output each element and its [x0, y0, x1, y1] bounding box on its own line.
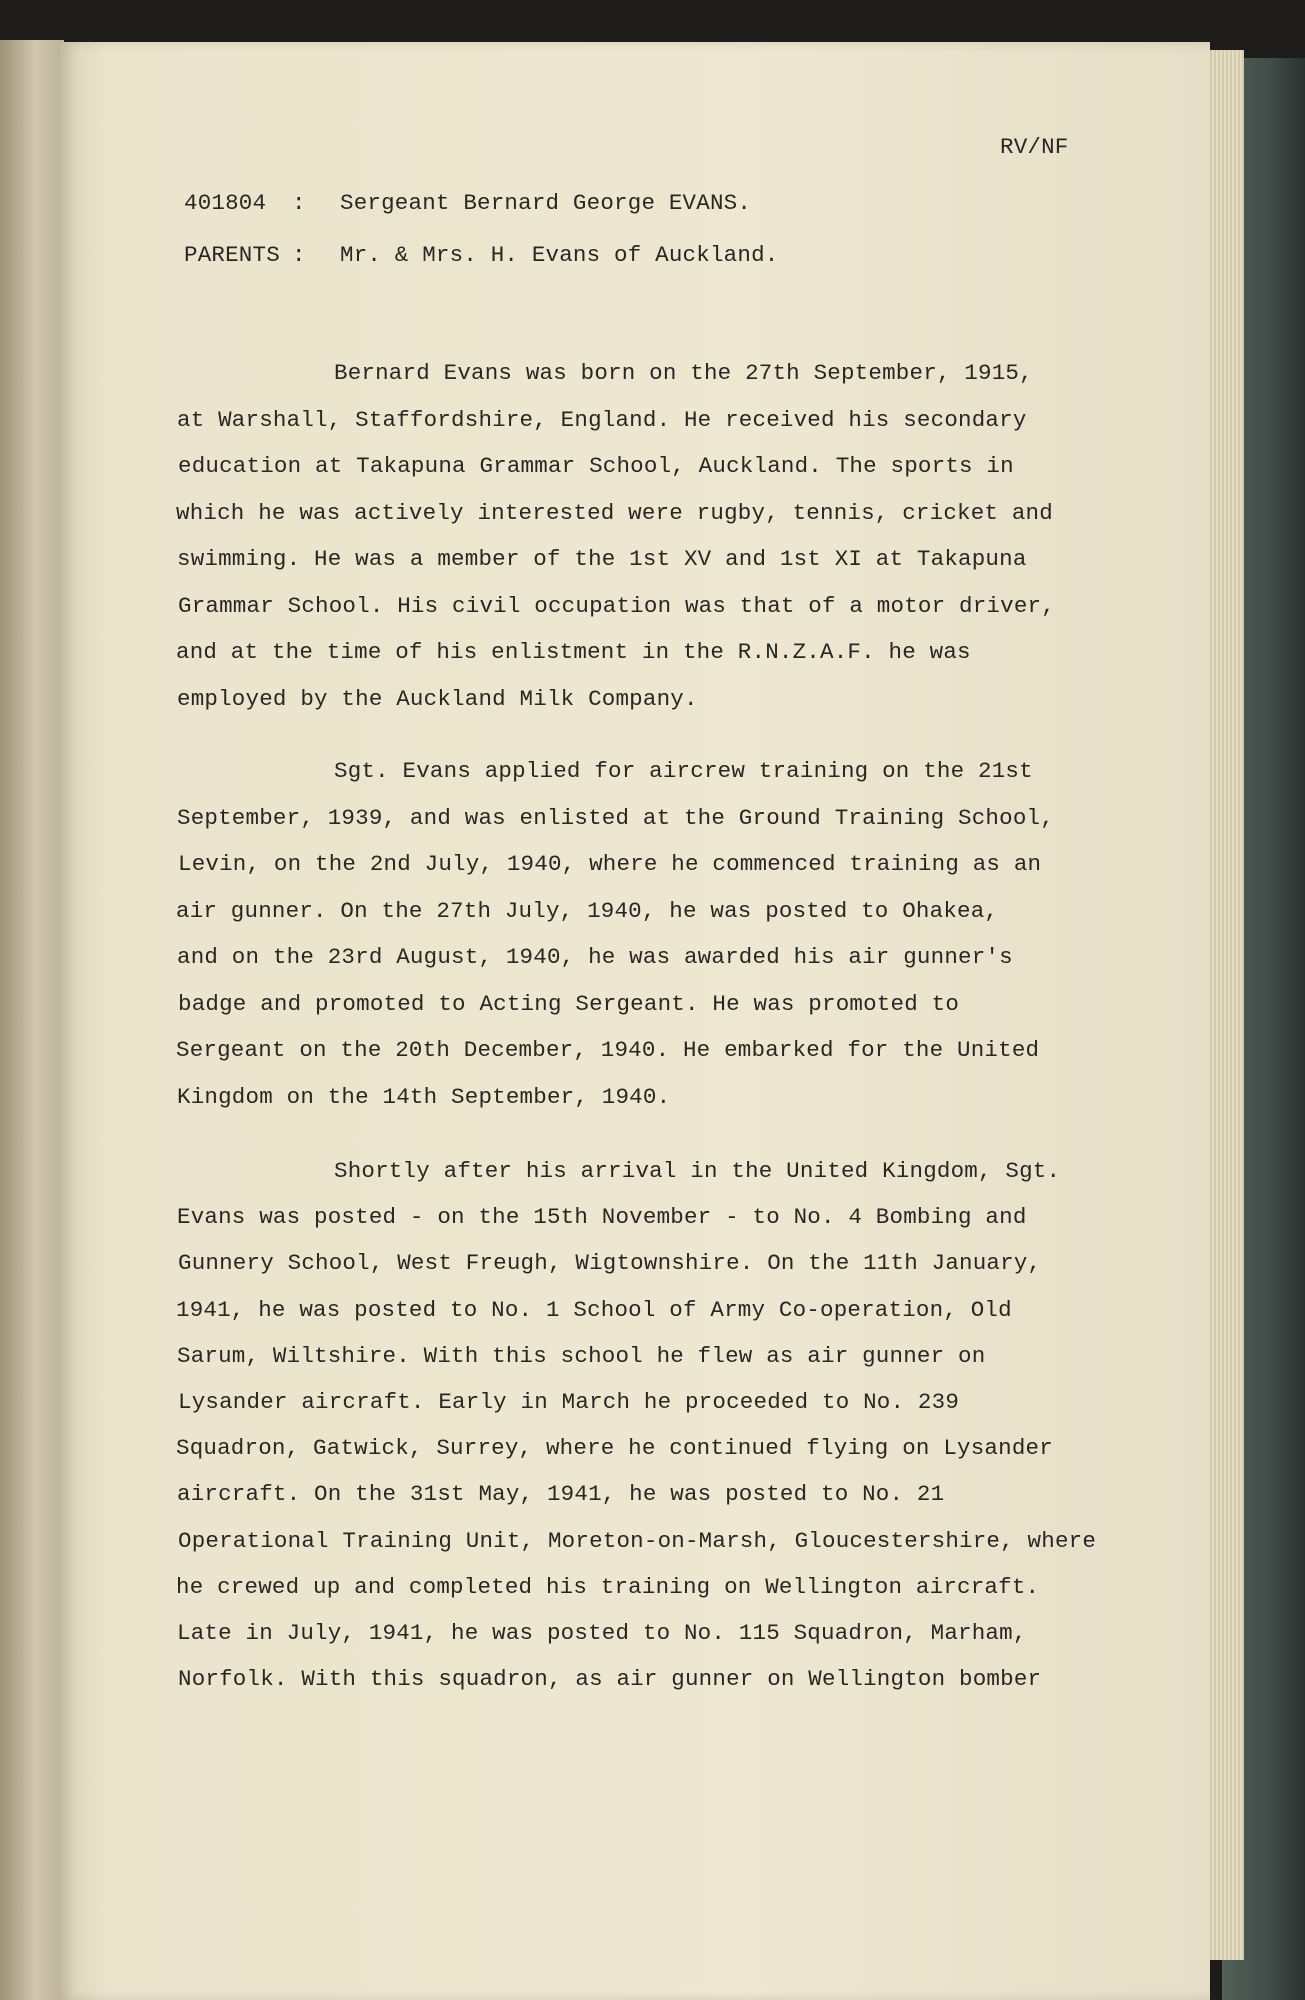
paragraph-3-line: Operational Training Unit, Moreton-on-Marsh, Gloucestershire, where — [178, 1527, 1097, 1554]
airman-name: Sergeant Bernard George EVANS. — [340, 190, 752, 216]
paragraph-2-line: September, 1939, and was enlisted at the Ground Training School, — [177, 804, 1054, 831]
paragraph-3-line: Squadron, Gatwick, Surrey, where he continued flying on Lysander — [176, 1435, 1053, 1462]
reference-code: RV/NF — [1000, 134, 1069, 160]
left-page-edge — [0, 40, 64, 2000]
paragraph-3-line: Lysander aircraft. Early in March he proceeded to No. 239 — [178, 1389, 960, 1415]
header-separator: : — [292, 190, 306, 216]
paragraph-1-line: Grammar School. His civil occupation was that of a motor driver, — [178, 592, 1055, 619]
parents-value: Mr. & Mrs. H. Evans of Auckland. — [340, 242, 779, 268]
paragraph-2-line: badge and promoted to Acting Sergeant. He was promoted to — [178, 990, 960, 1017]
paragraph-1-line: and at the time of his enlistment in the R.N.Z.A.F. he was — [176, 639, 971, 665]
paragraph-3-line: Shortly after his arrival in the United Kingdom, Sgt. — [334, 1158, 1061, 1184]
paragraph-1-line: employed by the Auckland Milk Company. — [177, 685, 698, 712]
paragraph-3-line: Late in July, 1941, he was posted to No. 115 Squadron, Marham, — [177, 1620, 1027, 1646]
paragraph-2-line: air gunner. On the 27th July, 1940, he was posted to Ohakea, — [176, 897, 999, 924]
paragraph-3-line: Evans was posted - on the 15th November - to No. 4 Bombing and — [177, 1204, 1027, 1231]
paragraph-3-line: Sarum, Wiltshire. With this school he flew as air gunner on — [177, 1342, 986, 1369]
document-page — [60, 42, 1210, 2000]
paragraph-2-line: and on the 23rd August, 1940, he was awarded his air gunner's — [177, 944, 1013, 970]
parents-separator: : — [292, 242, 306, 268]
paragraph-2-line: Kingdom on the 14th September, 1940. — [177, 1083, 671, 1110]
paragraph-2-line: Sergeant on the 20th December, 1940. He embarked for the United — [176, 1037, 1040, 1063]
paragraph-1-line: at Warshall, Staffordshire, England. He received his secondary — [177, 406, 1027, 433]
paragraph-3-line: aircraft. On the 31st May, 1941, he was posted to No. 21 — [177, 1481, 945, 1508]
paragraph-3-line: he crewed up and completed his training on Wellington aircraft. — [176, 1573, 1040, 1600]
paragraph-3-line: 1941, he was posted to No. 1 School of Army Co-operation, Old — [176, 1296, 1012, 1323]
paragraph-3-line: Gunnery School, West Freugh, Wigtownshire. On the 11th January, — [178, 1250, 1042, 1277]
paragraph-1-line: swimming. He was a member of the 1st XV and 1st XI at Takapuna — [177, 546, 1027, 572]
paragraph-2-line: Sgt. Evans applied for aircrew training on the 21st — [334, 758, 1033, 784]
paragraph-1-line: education at Takapuna Grammar School, Auckland. The sports in — [178, 453, 1014, 479]
service-number: 401804 — [184, 190, 267, 216]
paragraph-3-line: Norfolk. With this squadron, as air gunner on Wellington bomber — [178, 1666, 1042, 1693]
paragraph-1-line: which he was actively interested were rugby, tennis, cricket and — [176, 499, 1053, 526]
paragraph-1-line: Bernard Evans was born on the 27th September, 1915, — [334, 360, 1033, 386]
parents-label: PARENTS — [184, 242, 280, 268]
paragraph-2-line: Levin, on the 2nd July, 1940, where he commenced training as an — [178, 851, 1042, 877]
